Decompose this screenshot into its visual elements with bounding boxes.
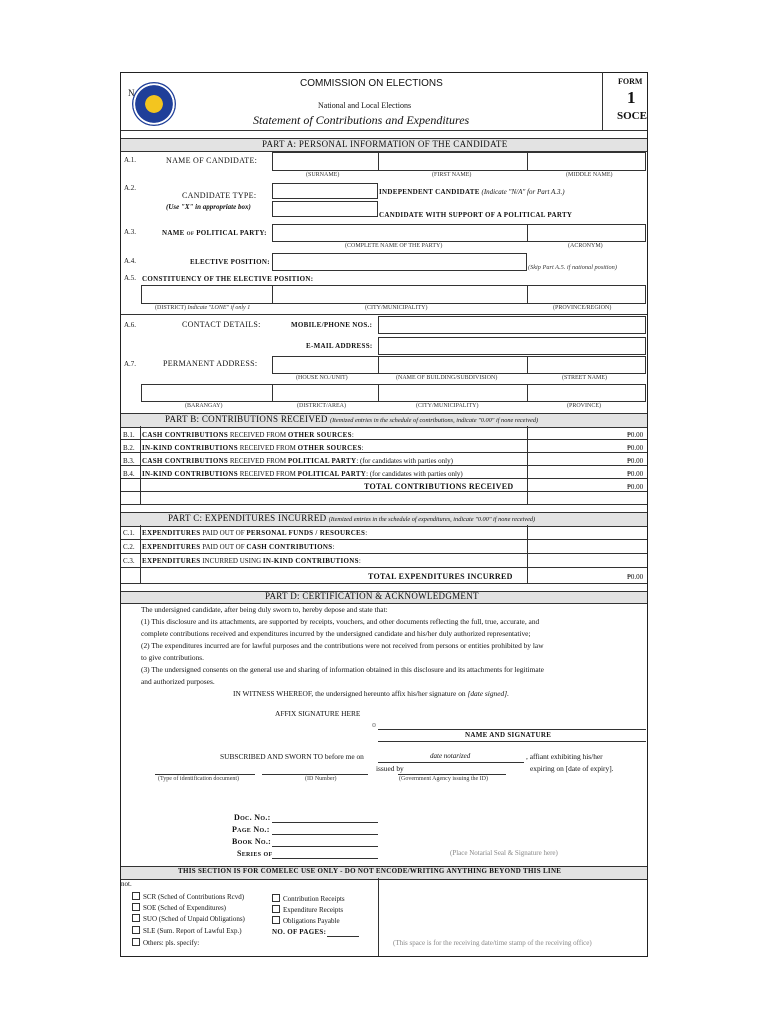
independent-checkbox[interactable] (272, 183, 378, 199)
b2-c: OTHER SOURCES (297, 444, 362, 452)
b4-d: : (for candidates with parties only) (366, 470, 463, 478)
obligations-payable-checkbox[interactable] (272, 916, 280, 924)
c1-num: C.1. (123, 529, 135, 537)
expenditure-receipts-checkbox[interactable] (272, 905, 280, 913)
suo-checkbox[interactable] (132, 914, 140, 922)
scr-label: SCR (Sched of Contributions Rcvd) (143, 893, 245, 901)
form-label: FORM (618, 77, 643, 86)
b3-c: POLITICAL PARTY (287, 457, 357, 465)
b2-a: IN-KIND CONTRIBUTIONS (142, 444, 238, 452)
c2-num: C.2. (123, 543, 135, 551)
comelec-heading: THIS SECTION IS FOR COMELEC USE ONLY - DO NOT ENCODE/WRITING ANYTHING BEYOND THIS LINE (178, 867, 562, 875)
a5-sub-city: (CITY/MUNICIPALITY) (365, 305, 428, 311)
a3-num: A.3. (124, 228, 137, 236)
c3-b: INCURRED USING (200, 557, 263, 565)
sle-checkbox[interactable] (132, 926, 140, 934)
suo-label: SUO (Sched of Unpaid Obligations) (143, 915, 245, 923)
b1-c: OTHER SOURCES (287, 431, 352, 439)
a7-sub-street: (STREET NAME) (562, 375, 608, 381)
b2-d: : (361, 444, 364, 452)
others-label: Others: pls. specify: (143, 939, 200, 947)
a1-sub-middle: (MIDDLE NAME) (566, 172, 613, 178)
a1-sub-surname: (SURNAME) (306, 172, 340, 178)
soe-checkbox[interactable] (132, 903, 140, 911)
c3-a: EXPENDITURES (142, 557, 201, 565)
b4-num: B.4. (123, 470, 135, 478)
c-total-amount: ₱0.00 (627, 573, 644, 581)
address-row1-field[interactable] (272, 356, 646, 374)
b-total-label: TOTAL CONTRIBUTIONS RECEIVED (364, 482, 514, 491)
a7-sub-building: (NAME OF BUILDING/SUBDIVISION) (396, 375, 498, 381)
a7-sub-city: (CITY/MUNICIPALITY) (416, 403, 479, 409)
a2-label: CANDIDATE TYPE: (182, 191, 257, 200)
c2-d: : (332, 543, 335, 551)
b1-d: : (351, 431, 354, 439)
email-field[interactable] (378, 337, 646, 355)
a3-sub-party: (COMPLETE NAME OF THE PARTY) (345, 243, 443, 249)
phone-field[interactable] (378, 316, 646, 334)
notarial-seal-area: (Place Notarial Seal & Signature here) (450, 849, 558, 857)
scr-checkbox[interactable] (132, 892, 140, 900)
sub-id-type: (Type of identification document) (158, 776, 240, 782)
cert-line-4: (2) The expenditures incurred are for lawful purposes and the contributions were not received from persons or entities prohibited by law (141, 641, 544, 650)
a7-num: A.7. (124, 360, 137, 368)
b1-num: B.1. (123, 431, 135, 439)
a1-num: A.1. (124, 156, 137, 164)
form-code: SOCE (617, 110, 647, 122)
election-subtitle: National and Local Elections (318, 101, 412, 110)
a5-sub-province: (PROVINCE/REGION) (553, 305, 612, 311)
c2-b: PAID OUT OF (200, 543, 247, 551)
a6-label: CONTACT DETAILS: (182, 320, 261, 329)
date-notarized-field[interactable]: date notarized (430, 752, 471, 760)
a3-label: NAME of POLITICAL PARTY: (162, 229, 267, 237)
part-b-heading: PART B: CONTRIBUTIONS RECEIVED (165, 414, 328, 424)
cert-line-2: (1) This disclosure and its attachments, are supported by receipts, vouchers, and other documents reflecting the full, true, accurate, and (141, 617, 540, 626)
candidate-name-field[interactable] (272, 152, 646, 171)
a7-sub-house: (HOUSE NO./UNIT) (296, 375, 348, 381)
c-total-label: TOTAL EXPENDITURES INCURRED (368, 572, 513, 581)
org-name: COMMISSION ON ELECTIONS (300, 78, 443, 89)
part-b-note: (Itemized entries in the schedule of contributions, indicate "0.00" if none received) (329, 417, 539, 424)
sle-label: SLE (Sum. Report of Lawful Exp.) (143, 927, 242, 935)
book-no-label: Book No.: (232, 837, 272, 846)
affix-signature-label: AFFIX SIGNATURE HERE (275, 709, 361, 718)
a6-num: A.6. (124, 321, 137, 329)
c1-d: : (365, 529, 368, 537)
a1-sub-first: (FIRST NAME) (432, 172, 472, 178)
a2-opt1: INDEPENDENT CANDIDATE (379, 188, 480, 196)
c3-d: : (358, 557, 361, 565)
a2-opt2: CANDIDATE WITH SUPPORT OF A POLITICAL PARTY (379, 211, 573, 219)
address-row2-field[interactable] (141, 384, 646, 402)
c3-c: IN-KIND CONTRIBUTIONS (262, 557, 359, 565)
cert-line-1: The undersigned candidate, after being duly sworn to, hereby depose and state that: (141, 605, 388, 614)
part-c-heading: PART C: EXPENDITURES INCURRED (168, 513, 327, 523)
sub-agency: (Government Agency issuing the ID) (399, 776, 488, 782)
a1-label: NAME OF CANDIDATE: (166, 156, 258, 165)
a5-num: A.5. (124, 274, 137, 282)
b4-amount[interactable]: ₱0.00 (627, 470, 644, 478)
witness-text: IN WITNESS WHEREOF, the undersigned hereunto affix his/her signature on (233, 689, 466, 698)
cert-line-3: complete contributions received and expenditures incurred by the undersigned candidate and his/her duly authorized representative; (141, 629, 531, 638)
others-checkbox[interactable] (132, 938, 140, 946)
b4-b: RECEIVED FROM (237, 470, 298, 478)
doc-no-label: Doc. No.: (234, 813, 271, 822)
a2-note: (Use "X" in appropriate box) (166, 203, 251, 211)
a5-sub-district: (DISTRICT) (155, 305, 186, 311)
name-signature-label: NAME AND SIGNATURE (465, 731, 552, 739)
exhibiting-text: , affiant exhibiting his/her (526, 752, 603, 761)
b4-a: IN-KIND CONTRIBUTIONS (142, 470, 238, 478)
receiving-stamp-area: (This space is for the receiving date/time stamp of the receiving office) (393, 939, 592, 947)
page-no-label: Page No.: (232, 825, 270, 834)
a6-phone-label: MOBILE/PHONE NOS.: (291, 321, 373, 329)
a7-sub-province: (PROVINCE) (567, 403, 601, 409)
b2-amount[interactable]: ₱0.00 (627, 444, 644, 452)
part-a-heading: PART A: PERSONAL INFORMATION OF THE CANDIDATE (262, 139, 508, 149)
cert-line-5: to give contributions. (141, 653, 205, 662)
a2-opt1-note: (Indicate "N/A" for Part A.3.) (481, 188, 565, 196)
seal-left-letter: N (128, 88, 135, 98)
b3-num: B.3. (123, 457, 135, 465)
a5-sub-district-note: Indicate "LONE" if only 1 (187, 305, 251, 311)
a7-label: PERMANENT ADDRESS: (163, 359, 258, 368)
b4-c: POLITICAL PARTY (297, 470, 367, 478)
expiring-text: expiring on [date of expiry]. (530, 764, 614, 773)
c2-c: CASH CONTRIBUTIONS (246, 543, 333, 551)
party-name-field[interactable] (272, 224, 646, 242)
a7-sub-district: (DISTRICT/AREA) (297, 403, 346, 409)
b3-amount[interactable]: ₱0.00 (627, 457, 644, 465)
c1-b: PAID OUT OF (200, 529, 247, 537)
b3-b: RECEIVED FROM (228, 457, 288, 465)
expenditure-receipts-label: Expenditure Receipts (283, 906, 344, 914)
c3-num: C.3. (123, 557, 135, 565)
witness-date: [date signed]. (467, 689, 509, 698)
a6-email-label: E-MAIL ADDRESS: (306, 342, 373, 350)
subscribed-text: SUBSCRIBED AND SWORN TO before me on (220, 752, 364, 761)
c1-c: PERSONAL FUNDS / RESOURCES (246, 529, 366, 537)
a2-num: A.2. (124, 184, 137, 192)
b-total-amount: ₱0.00 (627, 483, 644, 491)
soe-label: SOE (Sched of Expenditures) (143, 904, 227, 912)
constituency-field[interactable] (141, 285, 646, 304)
c1-a: EXPENDITURES (142, 529, 201, 537)
b2-b: RECEIVED FROM (237, 444, 298, 452)
contribution-receipts-checkbox[interactable] (272, 894, 280, 902)
comelec-not-text: not. (121, 880, 132, 888)
b2-num: B.2. (123, 444, 135, 452)
b1-b: RECEIVED FROM (228, 431, 288, 439)
cert-line-6: (3) The undersigned consents on the general use and sharing of information obtained in this disclosure and its attachments for legitimate (141, 665, 544, 674)
a4-label: ELECTIVE POSITION: (190, 258, 270, 266)
no-of-pages-label: NO. OF PAGES: (272, 928, 327, 936)
obligations-payable-label: Obligations Payable (283, 917, 340, 925)
form-number: 1 (627, 88, 636, 107)
party-supported-checkbox[interactable] (272, 201, 378, 217)
series-label: Series of (237, 849, 273, 858)
b1-a: CASH CONTRIBUTIONS (142, 431, 229, 439)
comelec-seal-logo (132, 82, 176, 126)
b1-amount[interactable]: ₱0.00 (627, 431, 644, 439)
a7-sub-barangay: (BARANGAY) (185, 403, 223, 409)
form-title: Statement of Contributions and Expenditures (253, 113, 470, 127)
contribution-receipts-label: Contribution Receipts (283, 895, 345, 903)
b3-d: : (for candidates with parties only) (356, 457, 453, 465)
a5-label: CONSTITUENCY OF THE ELECTIVE POSITION: (142, 275, 314, 283)
sub-id-number: (ID Number) (305, 776, 337, 782)
a4-note: (Skip Part A.5. if national position) (528, 264, 617, 271)
c2-a: EXPENDITURES (142, 543, 201, 551)
issued-by-text: issued by (376, 764, 404, 773)
a4-num: A.4. (124, 257, 137, 265)
signature-anchor-dot (372, 723, 376, 727)
a3-sub-acronym: (ACRONYM) (568, 243, 603, 249)
cert-line-7: and authorized purposes. (141, 677, 215, 686)
part-c-note: (Itemized entries in the schedule of expenditures, indicate "0.00" if none received) (328, 516, 536, 523)
elective-position-field[interactable] (272, 253, 527, 271)
b3-a: CASH CONTRIBUTIONS (142, 457, 229, 465)
part-d-heading: PART D: CERTIFICATION & ACKNOWLEDGMENT (265, 591, 479, 601)
